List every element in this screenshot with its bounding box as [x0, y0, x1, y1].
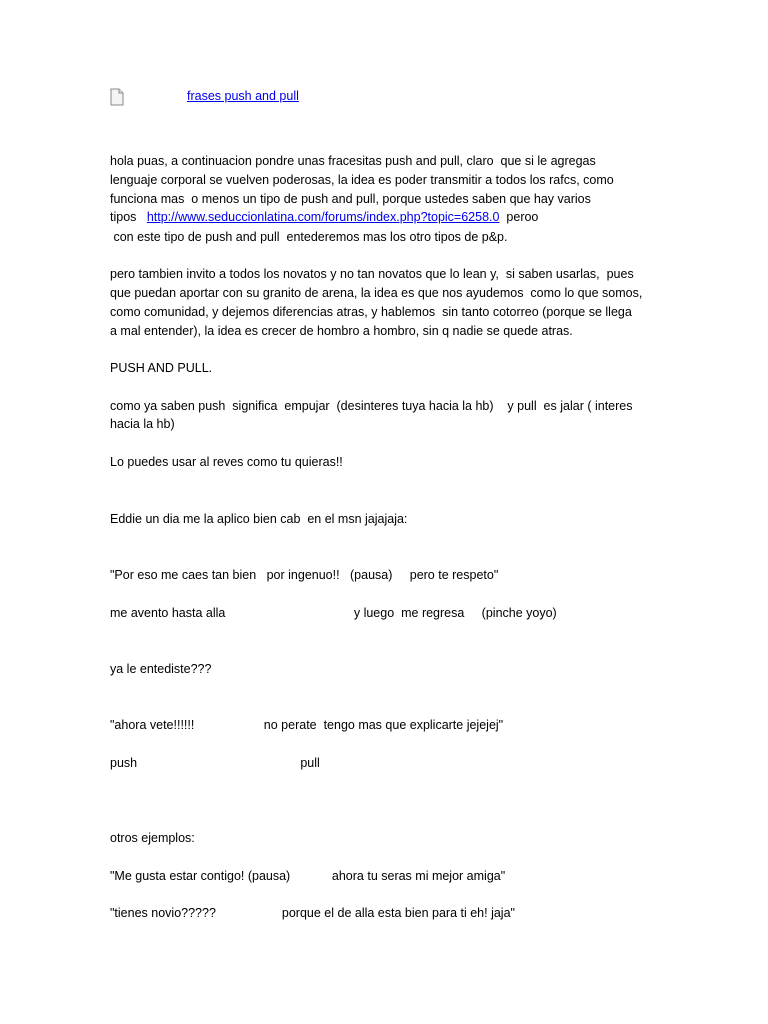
- paragraph2-line3: como comunidad, y dejemos diferencias atras, y hablemos sin tanto cotorreo (porque se llega: [110, 305, 632, 319]
- paragraph1-line2: lenguaje corporal se vuelven poderosas, la idea es poder transmitir a todos los rafcs, como: [110, 173, 614, 187]
- paragraph2-line2: que puedan aportar con su granito de arena, la idea es que nos ayudemos como lo que somos,: [110, 286, 643, 300]
- paragraph1-line1: hola puas, a continuacion pondre unas fracesitas push and pull, claro que si le agregas: [110, 154, 596, 168]
- section-heading: PUSH AND PULL.: [110, 361, 213, 375]
- document-header: [110, 88, 510, 108]
- document-title-link[interactable]: frases push and pull: [187, 89, 299, 103]
- other-examples-heading: otros ejemplos:: [110, 831, 195, 845]
- explanation-1: me avento hasta alla y luego me regresa (pinche yoyo): [110, 606, 557, 620]
- paragraph2-line4: a mal entender), la idea es crecer de hombro a hombro, sin q nadie se quede atras.: [110, 324, 573, 338]
- quote-1: "Por eso me caes tan bien por ingenuo!! (pausa) pero te respeto": [110, 568, 499, 582]
- eddie-intro: Eddie un dia me la aplico bien cab en el msn jajajaja:: [110, 512, 408, 526]
- example-2: "tienes novio????? porque el de alla esta bien para ti eh! jaja": [110, 906, 515, 920]
- paragraph1-line5: con este tipo de push and pull entederemos mas los otro tipos de p&p.: [110, 230, 508, 244]
- paragraph1-line3: funciona mas o menos un tipo de push and pull, porque ustedes saben que hay varios: [110, 192, 591, 206]
- blank-document-icon: [110, 88, 124, 106]
- paragraph1-line4-prefix: tipos: [110, 210, 147, 224]
- push-pull-row: push pull: [110, 756, 320, 770]
- forum-link[interactable]: http://www.seduccionlatina.com/forums/index.php?topic=6258.0: [146, 210, 500, 224]
- paragraph2-line1: pero tambien invito a todos los novatos y no tan novatos que lo lean y, si saben usarlas, pues: [110, 267, 634, 281]
- definition-line2: hacia la hb): [110, 417, 175, 431]
- paragraph1-line4: [110, 208, 538, 226]
- reverse-note: Lo puedes usar al reves como tu quieras!!: [110, 455, 343, 469]
- question-line: ya le entediste???: [110, 662, 212, 676]
- definition-line1: como ya saben push significa empujar (desinteres tuya hacia la hb) y pull es jalar ( interes: [110, 399, 633, 413]
- paragraph1-line4-suffix: peroo: [499, 210, 539, 224]
- example-1: "Me gusta estar contigo! (pausa) ahora tu seras mi mejor amiga": [110, 869, 506, 883]
- quote-2: "ahora vete!!!!!! no perate tengo mas que explicarte jejejej": [110, 718, 504, 732]
